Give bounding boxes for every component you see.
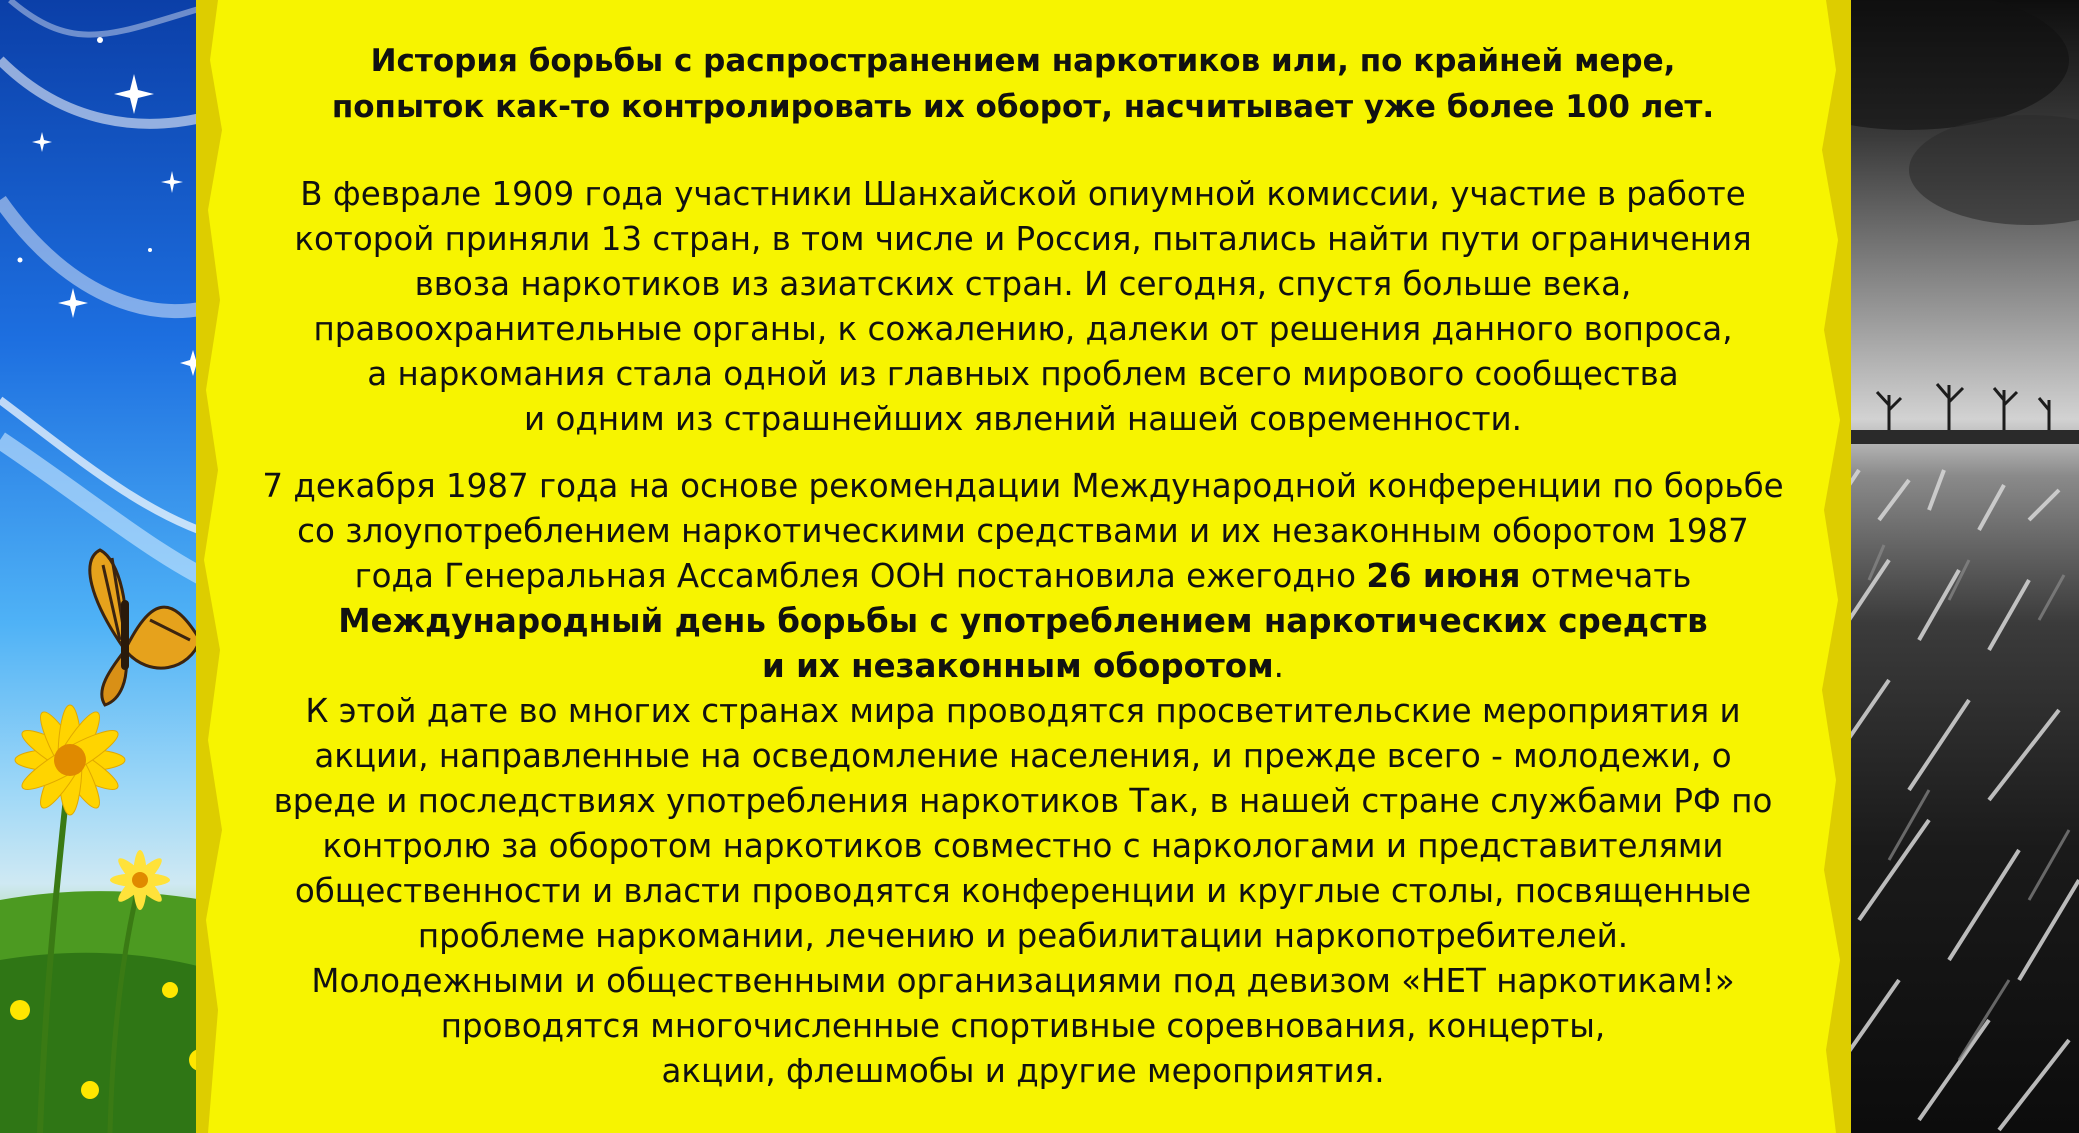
- paragraph-line: В феврале 1909 года участники Шанхайской опиумной комиссии, участие в работе: [300, 175, 1746, 213]
- dry-field-stalks: [1829, 470, 2079, 1130]
- intro-line: История борьбы с распространением наркотиков или, по крайней мере,: [370, 43, 1676, 79]
- paragraph-line: акции, направленные на осведомление населения, и прежде всего - молодежи, о: [314, 737, 1732, 775]
- paragraph-line: правоохранительные органы, к сожалению, далеки от решения данного вопроса,: [313, 310, 1733, 348]
- right-barren-panel: [1829, 0, 2079, 1133]
- paragraph-line: и одним из страшнейших явлений нашей современности.: [524, 400, 1522, 438]
- paragraph-history: [238, 172, 1808, 442]
- paragraph-line: [238, 554, 1808, 599]
- paragraph-observance: [238, 464, 1808, 1094]
- paragraph-line: ввоза наркотиков из азиатских стран. И сегодня, спустя больше века,: [414, 265, 1632, 303]
- paragraph-line: которой приняли 13 стран, в том числе и Россия, пытались найти пути ограничения: [294, 220, 1752, 258]
- paragraph-line: Молодежными и общественными организациями под девизом «НЕТ наркотикам!»: [311, 962, 1735, 1000]
- text-run: отмечать: [1520, 557, 1692, 595]
- paragraph-line: К этой дате во многих странах мира проводятся просветительские мероприятия и: [305, 692, 1741, 730]
- intro-line: попыток как-то контролировать их оборот, насчитывает уже более 100 лет.: [331, 89, 1715, 125]
- text-run: года Генеральная Ассамблея ООН постановила ежегодно: [354, 557, 1367, 595]
- date-highlight: 26 июня: [1366, 557, 1521, 595]
- paragraph-line: проблеме наркомании, лечению и реабилитации наркопотребителей.: [417, 917, 1629, 955]
- event-title: и их незаконным оборотом: [761, 647, 1274, 685]
- paragraph-line: вреде и последствиях употребления наркотиков Так, в нашей стране службами РФ по: [273, 782, 1773, 820]
- event-title: Международный день борьбы с употреблением наркотических средств: [338, 602, 1708, 640]
- paragraph-line: акции, флешмобы и другие мероприятия.: [661, 1052, 1385, 1090]
- text-run: .: [1273, 647, 1285, 685]
- paragraph-line: 7 декабря 1987 года на основе рекомендации Международной конференции по борьбе: [262, 467, 1784, 505]
- event-title-line: [238, 599, 1808, 644]
- yellow-flower-icon: [15, 705, 125, 815]
- sparkle-icon: [18, 37, 207, 376]
- bare-trees: [1829, 384, 2079, 444]
- intro-heading: [238, 38, 1808, 130]
- paragraph-line: а наркомания стала одной из главных проблем всего мирового сообщества: [367, 355, 1679, 393]
- paragraph-line: проводятся многочисленные спортивные соревнования, концерты,: [440, 1007, 1606, 1045]
- right-decor-svg: [1829, 0, 2079, 1133]
- paragraph-line: общественности и власти проводятся конференции и круглые столы, посвященные: [294, 872, 1752, 910]
- paragraph-line: контролю за оборотом наркотиков совместно с наркологами и представителями: [322, 827, 1724, 865]
- event-title-line: [238, 644, 1808, 689]
- main-text-block: [238, 38, 1808, 1094]
- paragraph-line: со злоупотреблением наркотическими средствами и их незаконным оборотом 1987: [297, 512, 1749, 550]
